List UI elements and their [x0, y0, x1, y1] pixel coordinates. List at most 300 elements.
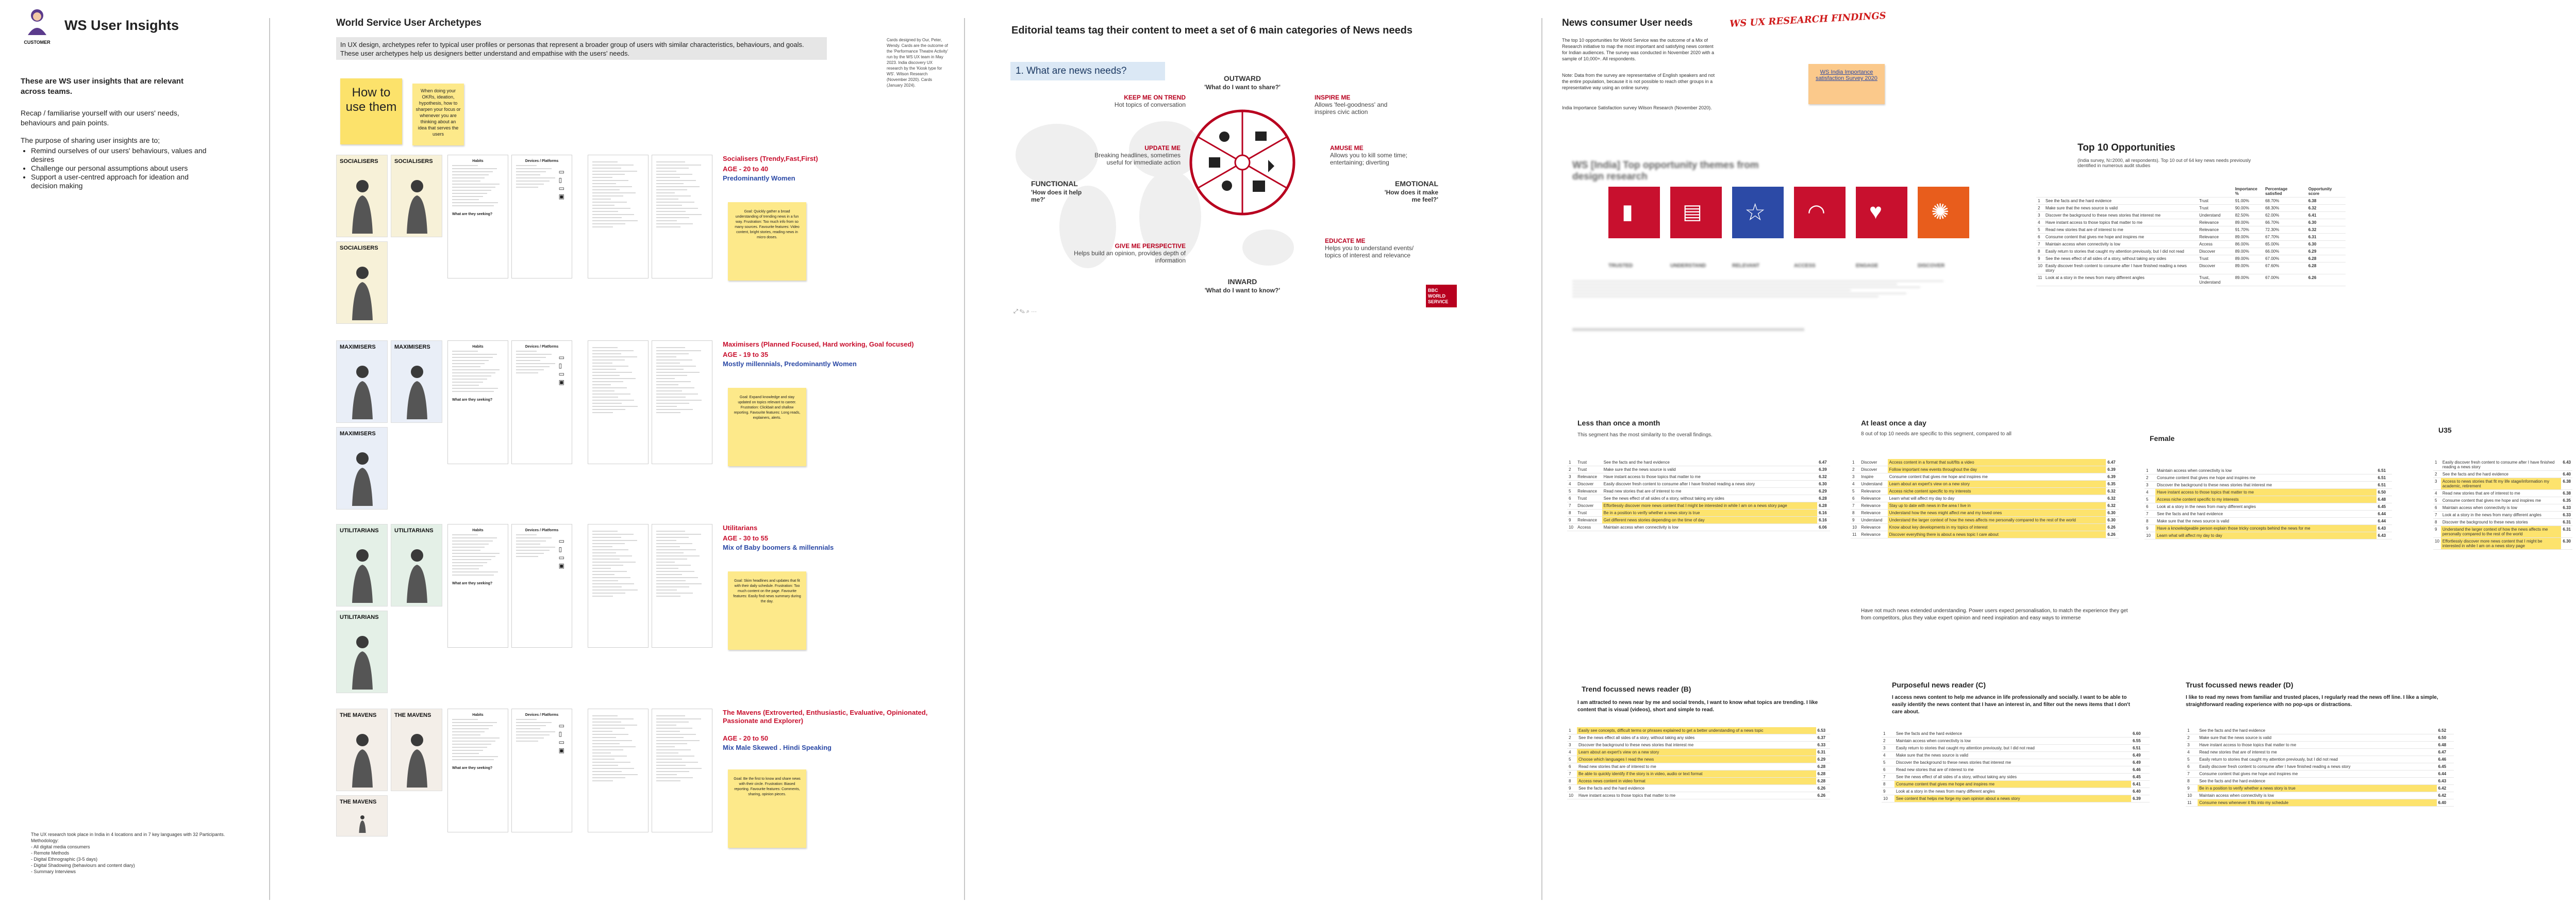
table-cell: Access niche content specific to my interests [1888, 488, 2106, 495]
table-row [2036, 234, 2346, 241]
table-row [2186, 785, 2454, 792]
needs-note-2: India Importance Satisfaction survey Wilson Research (November 2020). [1562, 105, 1712, 110]
table-cell: See the facts and the hard evidence [2155, 511, 2376, 518]
need-desc: Allows 'feel-goodness' and inspires civic action [1315, 101, 1388, 116]
table-cell: 3 [2145, 482, 2155, 489]
table-cell: See the facts and the hard evidence [2441, 471, 2562, 478]
table-cell: 3 [2186, 742, 2198, 749]
table-cell: 89.00% [2234, 274, 2264, 286]
table-row [1851, 495, 2119, 502]
persona-card-label: SOCIALISERS [394, 158, 433, 165]
table-cell: Trust [2198, 198, 2234, 205]
table-cell: Read new stories that are of interest to me [1577, 763, 1816, 771]
table-cell: 62.00% [2264, 212, 2307, 219]
table-cell: See the news effect of all sides of a story, without taking any sides [1894, 774, 2131, 781]
persona-age: AGE - 20 to 50 [723, 734, 769, 742]
persona-profile-card[interactable] [511, 709, 572, 832]
table-cell: 6.31 [2561, 519, 2572, 526]
footnote-line: - Summary Interviews [31, 869, 76, 874]
table-cell: See the news effect of all sides of a story, without taking any sides [1602, 495, 1817, 502]
table-cell: 10 [2036, 263, 2044, 274]
table-cell: 6.45 [2437, 763, 2454, 771]
axis-outward-sub: 'What do I want to share?' [1204, 84, 1281, 91]
table-cell: 9 [1567, 517, 1576, 524]
table-row [2145, 482, 2392, 489]
table-cell: 6.29 [1816, 756, 1830, 763]
person-silhouette-icon [350, 630, 375, 690]
persona-profile-card[interactable] [511, 340, 572, 464]
reader-table-trend [1567, 727, 1830, 799]
table-cell: Inspire [1859, 473, 1887, 481]
table-cell: Easily see concepts, difficult terms or phrases explained to get a better understanding of a news topic [1577, 727, 1816, 734]
table-cell: 2 [2186, 734, 2198, 742]
table-cell: 11 [2186, 799, 2198, 807]
table-row [2433, 526, 2572, 538]
top10-table [2036, 186, 2346, 286]
persona-detail: Mix Male Skewed . Hindi Speaking [723, 744, 832, 751]
persona-profile-card[interactable] [652, 155, 712, 278]
table-cell: 6.51 [2376, 467, 2392, 474]
table-cell: 6 [1851, 495, 1859, 502]
persona-photo[interactable] [336, 155, 388, 237]
table-cell: 6.39 [2131, 795, 2150, 802]
table-cell: 8 [1567, 510, 1576, 517]
handwritten-heading: WS UX RESEARCH FINDINGS [1729, 10, 1887, 29]
table-cell: Be able to quickly identify if the story is in video, audio or text format [1577, 771, 1816, 778]
need-label: EDUCATE ME [1325, 237, 1366, 244]
table-cell: Consume content that gives me hope and inspires me [1894, 781, 2131, 788]
table-cell: 6.28 [1817, 495, 1830, 502]
table-row [1567, 763, 1830, 771]
persona-photo[interactable] [391, 155, 442, 237]
table-cell: Look at a story in the news from many different angles [1894, 788, 2131, 795]
table-cell: 68.70% [2264, 198, 2307, 205]
survey-link-sticky[interactable]: WS India Importance satisfaction Survey 2020 [1808, 64, 1885, 104]
table-cell: 67.00% [2264, 274, 2307, 286]
segment-table-monthly [1567, 459, 1830, 531]
persona-profile-card[interactable] [447, 524, 508, 648]
table-cell: Read new stories that are of interest to me [1602, 488, 1817, 495]
table-cell: 6.26 [2307, 274, 2346, 286]
table-cell: Relevance [1859, 502, 1887, 510]
table-row [1851, 524, 2119, 531]
person-silhouette-icon [350, 728, 375, 788]
table-cell: 6.41 [2307, 212, 2346, 219]
bullet-item: • Support a user-centred approach for ideation and decision making [31, 173, 211, 190]
table-cell: 3 [1851, 473, 1859, 481]
table-cell: Consume content that gives me hope and inspires me [2441, 497, 2562, 504]
table-cell: 6.47 [2437, 749, 2454, 756]
news-needs-wheel [1188, 108, 1297, 217]
persona-profile-card[interactable] [652, 709, 712, 832]
table-cell: 6.43 [2437, 778, 2454, 785]
table-cell: Discover [2198, 263, 2234, 274]
persona-card-label: THE MAVENS [340, 712, 377, 718]
persona-card-label: MAXIMISERS [394, 344, 430, 350]
insights-purpose: The purpose of sharing user insights are to; [21, 136, 160, 144]
table-cell: Consume content that gives me hope and inspires me [2155, 474, 2376, 482]
bullet-item: • Challenge our personal assumptions about users [31, 164, 211, 173]
persona-card-label: UTILITARIANS [340, 528, 379, 534]
table-cell: 5 [1882, 759, 1894, 766]
table-cell: 6 [2433, 504, 2441, 512]
persona-age: AGE - 19 to 35 [723, 351, 769, 358]
segment-title: At least once a day [1861, 419, 1926, 427]
card-heading: What are they seeking? [452, 398, 493, 402]
table-cell: 90.00% [2234, 205, 2264, 212]
table-cell: 4 [2036, 219, 2044, 226]
table-cell: Choose which languages I read the news [1577, 756, 1816, 763]
insights-title: WS User Insights [64, 18, 179, 33]
needs-note: Note: Data from the survey are representative of English speakers and not the entire population, because it is not possible to reach other groups in a representative way using an online survey. [1562, 73, 1715, 90]
table-header-cell [2036, 186, 2044, 198]
theme-tile [1608, 187, 1660, 238]
table-row [1567, 727, 1830, 734]
table-cell: Understand how the news might affect me and my loved ones [1888, 510, 2106, 517]
table-cell: 10 [1567, 792, 1577, 799]
table-row [2145, 489, 2392, 496]
table-row [2186, 799, 2454, 807]
footnote-line: - Digital Shadowing (behaviours and content diary) [31, 863, 135, 868]
table-cell: Discover the background to these news stories that interest me [1577, 742, 1816, 749]
table-cell: 6.50 [2376, 489, 2392, 496]
segment-title: Female [2150, 434, 2175, 442]
persona-detail: Mostly millennials, Predominantly Women [723, 360, 857, 368]
insights-intro: These are WS user insights that are relevant across teams. [21, 77, 184, 96]
table-cell: 6.43 [2376, 525, 2392, 532]
persona-profile-card[interactable] [447, 155, 508, 278]
table-cell: 6.35 [2561, 497, 2572, 504]
table-cell: 6.40 [2437, 799, 2454, 807]
table-cell: 3 [1567, 473, 1576, 481]
table-cell: Follow important new events throughout the day [1888, 466, 2106, 473]
table-cell: 6.26 [2106, 531, 2119, 538]
axis-outward: OUTWARD [1223, 74, 1261, 83]
needs-intro: The top 10 opportunities for World Service was the outcome of a Mix of Research initiative to map the most important and satisfying news content for Indian audiences. The survey was conducted in November 2020 with a sample of 10,000+. All respondents. [1562, 38, 1715, 61]
reader-title: Trend focussed news reader (B) [1582, 685, 1691, 693]
table-row [2036, 248, 2346, 255]
table-row [2145, 518, 2392, 525]
table-cell: 6.38 [2561, 490, 2572, 497]
table-row [1851, 481, 2119, 488]
insights-bullets [31, 146, 211, 190]
table-row [1851, 488, 2119, 495]
persona-note-sticky[interactable]: Goal: Expand knowledge and stay updated on topics relevant to career. Frustration: Clickbait and shallow reporting. Favourite features: Long reads, explainers, alerts. [728, 388, 806, 466]
persona-note-sticky[interactable]: Goal: Skim headlines and updates that fit with their daily schedule. Frustration: Too much content on the page. Favourite features: Easily find news summary during the day. [728, 571, 806, 650]
discover-icon: ✺ [1931, 200, 1950, 224]
footnote-line: Methodology: [31, 838, 59, 843]
persona-profile-card[interactable] [447, 340, 508, 464]
card-heading: Devices / Platforms [525, 159, 559, 163]
table-cell: 6.44 [2376, 518, 2392, 525]
section-divider [1541, 18, 1542, 900]
table-cell: 7 [2433, 512, 2441, 519]
table-cell: 2 [1882, 737, 1894, 745]
blurred-theme-descriptions [1572, 278, 2036, 356]
table-row [2186, 792, 2454, 799]
need-inspire-me [1315, 94, 1402, 116]
table-cell: 6.51 [2376, 474, 2392, 482]
table-cell: Relevance [1859, 531, 1887, 538]
table-row [1882, 781, 2150, 788]
table-cell: Relevance [2198, 219, 2234, 226]
person-silhouette-icon [350, 359, 375, 419]
section-divider [269, 18, 270, 900]
table-cell: 10 [1567, 524, 1576, 531]
table-cell: Discover [1576, 481, 1602, 488]
table-cell: 7 [2186, 771, 2198, 778]
table-cell: 6.45 [2131, 774, 2150, 781]
table-cell: Read new stories that are of interest to me [2198, 749, 2437, 756]
table-row [1567, 742, 1830, 749]
person-silhouette-icon [404, 174, 430, 234]
table-cell: 10 [2433, 538, 2441, 550]
table-cell: 6.53 [1816, 727, 1830, 734]
table-cell: 6.42 [2437, 785, 2454, 792]
table-cell: Easily discover fresh content to consume after I have finished reading a news story [2198, 763, 2437, 771]
logo-label: CUSTOMER [24, 40, 51, 45]
table-row [1882, 766, 2150, 774]
need-label: AMUSE ME [1330, 144, 1364, 152]
table-cell: Understand [1859, 517, 1887, 524]
person-silhouette-icon [350, 814, 375, 833]
table-row [1567, 459, 1830, 466]
table-cell: 6.32 [2307, 205, 2346, 212]
heart-icon: ♥ [1869, 199, 1882, 223]
table-cell: Discover [1859, 466, 1887, 473]
table-row [2433, 512, 2572, 519]
table-cell: 6.30 [2561, 538, 2572, 550]
table-cell: 2 [2433, 471, 2441, 478]
how-to-use-sticky[interactable]: How to use them [340, 78, 402, 144]
table-cell: Read new stories that are of interest to me [2044, 226, 2198, 234]
need-desc: Helps build an opinion, provides depth of information [1074, 250, 1186, 264]
blurred-themes-title: WS [India] Top opportunity themes from design research [1572, 160, 1759, 182]
table-row [2433, 497, 2572, 504]
persona-photo[interactable] [336, 611, 388, 693]
table-row [1851, 473, 2119, 481]
table-cell: 4 [1851, 481, 1859, 488]
table-cell: Learn about an expert's view on a new story [1888, 481, 2106, 488]
table-cell: 8 [1882, 781, 1894, 788]
table-cell: 1 [2186, 727, 2198, 734]
table-cell: 6.33 [2561, 512, 2572, 519]
table-cell: 67.00% [2264, 255, 2307, 263]
need-keep-me-on-trend [1103, 94, 1186, 108]
table-row [1851, 517, 2119, 524]
table-cell: 6.32 [2307, 226, 2346, 234]
how-to-desc-sticky[interactable]: When doing your OKRs, ideation, hypothesis, how to sharpen your focus or whenever you are thinking about an idea that serves the users [412, 84, 464, 145]
table-cell: Have instant access to those topics that matter to me [2044, 219, 2198, 226]
table-cell: 6.49 [2131, 759, 2150, 766]
slide-toolbar-icons[interactable]: ⤢ ✎ ⌕ ⋯ [1013, 308, 1037, 315]
table-cell: Relevance [1576, 473, 1602, 481]
table-row [1567, 466, 1830, 473]
card-heading: What are they seeking? [452, 212, 493, 216]
persona-photo[interactable] [336, 427, 388, 510]
persona-card-label: SOCIALISERS [340, 158, 378, 165]
persona-profile-card[interactable] [511, 524, 572, 648]
theme-label: UNDERSTAND [1670, 263, 1706, 269]
table-row [1851, 466, 2119, 473]
persona-profile-card[interactable] [652, 340, 712, 464]
table-cell: 6 [2186, 763, 2198, 771]
persona-photo[interactable] [391, 524, 442, 606]
table-cell: Maintain access when connectivity is low [2155, 467, 2376, 474]
table-cell: 1 [1882, 730, 1894, 737]
table-cell: 6 [1567, 495, 1576, 502]
table-cell: 6.48 [2376, 496, 2392, 503]
table-cell: 6.50 [2437, 734, 2454, 742]
table-cell: 6.31 [1816, 749, 1830, 756]
table-cell: Access to news stories that fit my life stage/information my academic, retirement [2441, 478, 2562, 490]
table-cell: 7 [2036, 241, 2044, 248]
persona-profile-card[interactable] [511, 155, 572, 278]
reader-desc: I like to read my news from familiar and trusted places, I regularly read the news off line. I like a simple, straightforward reading experience with no pop-ups or distractions. [2186, 695, 2438, 708]
table-row [1851, 531, 2119, 538]
persona-profile-card[interactable] [652, 524, 712, 648]
table-cell: 2 [1567, 466, 1576, 473]
table-cell: See the news effect all sides of a story, without taking any sides [1577, 734, 1816, 742]
table-row [2145, 496, 2392, 503]
table-cell: Look at a story in the news from many different angles [2155, 503, 2376, 511]
table-cell: 65.00% [2264, 241, 2307, 248]
persona-profile-card[interactable] [588, 524, 649, 648]
table-cell: 1 [1567, 727, 1577, 734]
table-cell: Have instant access to those topics that matter to me [1577, 792, 1816, 799]
table-cell: 6.48 [2437, 742, 2454, 749]
table-row [1882, 788, 2150, 795]
table-cell: 6.46 [2437, 756, 2454, 763]
table-cell: 9 [2145, 525, 2155, 532]
table-cell: Relevance [2198, 234, 2234, 241]
segment-table-u35 [2433, 459, 2572, 550]
table-cell: 6.29 [1817, 488, 1830, 495]
table-cell: Make sure that the news source is valid [2044, 205, 2198, 212]
table-cell: Learn what will affect my day to day [2155, 532, 2376, 539]
table-cell: 6.28 [2307, 255, 2346, 263]
table-row [1882, 737, 2150, 745]
persona-photo[interactable] [336, 795, 388, 837]
table-cell: Discover the background to these news stories that interest me [2044, 212, 2198, 219]
table-row [2433, 471, 2572, 478]
table-cell: Look at a story in the news from many different angles [2441, 512, 2562, 519]
table-cell: Relevance [1576, 488, 1602, 495]
persona-age: AGE - 20 to 40 [723, 165, 769, 173]
card-heading: What are they seeking? [452, 582, 493, 585]
editorial-title: Editorial teams tag their content to meet a set of 6 main categories of News needs [1011, 25, 1412, 36]
table-cell: 7 [1567, 771, 1577, 778]
table-cell: 6.26 [1816, 792, 1830, 799]
table-cell: Consume content that gives me hope and inspires me [2044, 234, 2198, 241]
table-cell: 10 [1882, 795, 1894, 802]
table-cell: 6.28 [1816, 763, 1830, 771]
table-row [2036, 263, 2346, 274]
persona-card-label: UTILITARIANS [394, 528, 434, 534]
table-cell: 6.06 [1817, 524, 1830, 531]
table-cell: 89.00% [2234, 255, 2264, 263]
table-header-cell [2044, 186, 2198, 198]
need-educate-me [1325, 237, 1418, 259]
persona-photo[interactable] [336, 340, 388, 423]
table-cell: 6.39 [2106, 466, 2119, 473]
table-cell: 6.38 [2561, 478, 2572, 490]
need-desc: Allows you to kill some time; entertaining; diverting [1330, 152, 1408, 166]
table-cell: 6.30 [1817, 481, 1830, 488]
table-cell: Relevance [1859, 510, 1887, 517]
table-cell: Be in a position to verify whether a news story is true [1602, 510, 1817, 517]
table-cell: See content that helps me forge my own opinion about a news story [1894, 795, 2131, 802]
table-cell: 6.55 [2131, 737, 2150, 745]
table-row [1567, 785, 1830, 792]
table-cell: 67.70% [2264, 234, 2307, 241]
segment-title: U35 [2438, 426, 2452, 434]
table-cell: 6.31 [2561, 526, 2572, 538]
table-cell: 11 [2036, 274, 2044, 286]
table-row [2186, 763, 2454, 771]
table-row [1567, 749, 1830, 756]
table-row [2186, 771, 2454, 778]
persona-note-sticky[interactable]: Goal: Quickly gather a broad understanding of trending news in a fun way. Frustration: Too much info from so many sources. Favourite features: Video content, bright stories, reading news in micro doses. [728, 202, 806, 281]
table-header-cell: Percentage satisfied [2264, 186, 2307, 198]
table-row [2145, 525, 2392, 532]
table-cell: 6.30 [2307, 241, 2346, 248]
persona-photo[interactable] [336, 709, 388, 791]
table-row [2036, 274, 2346, 286]
persona-name: Socialisers (Trendy,Fast,First) [723, 155, 818, 162]
theme-label: DISCOVER [1918, 263, 1945, 269]
persona-card-label: UTILITARIANS [340, 614, 379, 620]
table-cell: Relevance [1859, 488, 1887, 495]
table-row [1567, 473, 1830, 481]
table-row [2433, 538, 2572, 550]
table-cell: 6.51 [2376, 482, 2392, 489]
table-row [2433, 478, 2572, 490]
axis-inward: INWARD [1227, 277, 1257, 286]
table-cell: 2 [1567, 734, 1577, 742]
persona-profile-card[interactable] [588, 155, 649, 278]
table-cell: 6.30 [2106, 517, 2119, 524]
segment-sub: This segment has the most similarity to the overall findings. [1577, 432, 1713, 438]
table-cell: Discover [1859, 459, 1887, 466]
table-cell: 2 [2145, 474, 2155, 482]
theme-label: ACCESS [1794, 263, 1816, 269]
persona-photo[interactable] [336, 241, 388, 324]
theme-label: ENGAGE [1856, 263, 1879, 269]
table-cell: 6.33 [2561, 504, 2572, 512]
table-cell: 8 [1851, 510, 1859, 517]
table-cell: Discover the background to these news stories that interest me [2155, 482, 2376, 489]
persona-profile-card[interactable] [447, 709, 508, 832]
table-cell: 6.32 [1817, 473, 1830, 481]
persona-photo[interactable] [336, 524, 388, 606]
table-cell: 2 [2036, 205, 2044, 212]
table-row [2036, 255, 2346, 263]
persona-profile-card[interactable] [588, 709, 649, 832]
table-cell: 1 [2145, 467, 2155, 474]
news-needs-slide [1010, 62, 1464, 320]
book-icon: ▤ [1683, 201, 1702, 223]
table-cell: Consume content that gives me hope and inspires me [1888, 473, 2106, 481]
table-row [2433, 504, 2572, 512]
persona-photo[interactable] [391, 340, 442, 423]
persona-note-sticky[interactable]: Goal: Be the first to know and share news with their circle. Frustration: Biased reporting. Favourite features: Comments, sharing, opinion pieces. [728, 769, 806, 848]
need-desc: Breaking headlines, sometimes useful for immediate action [1094, 152, 1181, 166]
persona-profile-card[interactable] [588, 340, 649, 464]
table-cell: 5 [2145, 496, 2155, 503]
persona-photo[interactable] [391, 709, 442, 791]
table-cell: Be in a position to verify whether a news story is true [2198, 785, 2437, 792]
